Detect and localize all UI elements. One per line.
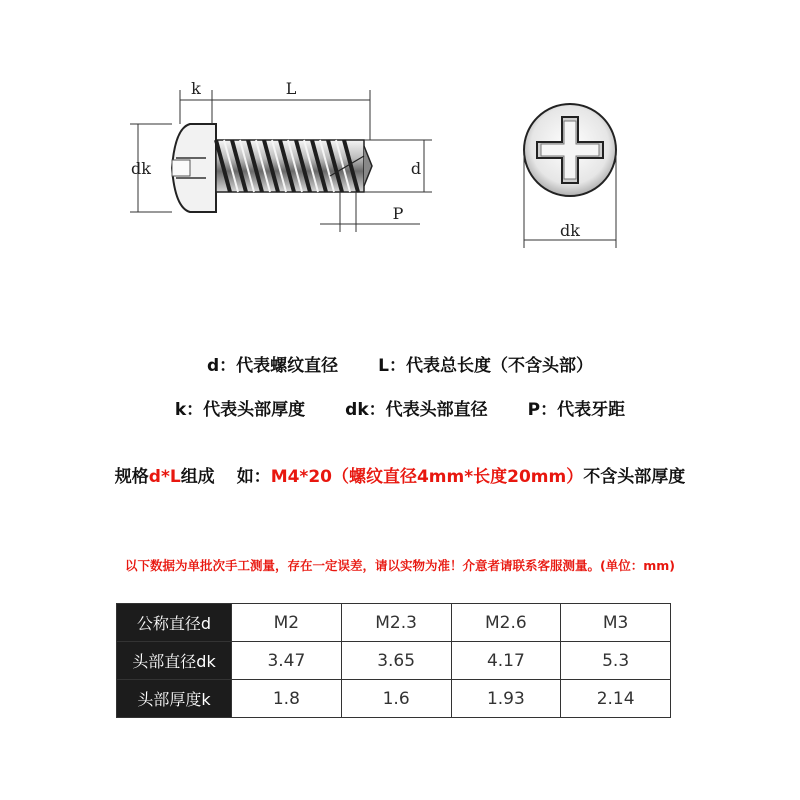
table-row	[117, 642, 671, 680]
legend-row-2	[0, 395, 800, 420]
table-cell: 3.65	[341, 642, 451, 680]
table-cell: 1.93	[451, 680, 561, 718]
row-header: 头部直径dk	[117, 642, 232, 680]
table-cell: 1.8	[232, 680, 342, 718]
label-L: L	[285, 79, 297, 98]
screw-dimension-diagram	[0, 0, 800, 260]
legend-k: k：代表头部厚度	[174, 400, 306, 420]
table-cell: M3	[561, 604, 671, 642]
table-row	[117, 680, 671, 718]
table-cell: 1.6	[341, 680, 451, 718]
spec-part-6: 不含头部厚度	[583, 467, 686, 487]
label-dk-top: dk	[560, 221, 580, 240]
row-header: 公称直径d	[117, 604, 232, 642]
table-cell: 4.17	[451, 642, 561, 680]
spec-part-3: 组成	[180, 467, 215, 487]
spec-part-2: d*L	[148, 467, 181, 487]
screw-head-side	[172, 124, 216, 212]
table-row	[117, 604, 671, 642]
table-cell: M2	[232, 604, 342, 642]
label-dk-side: dk	[131, 159, 151, 178]
screw-thread-side	[216, 140, 372, 192]
legend-d: d：代表螺纹直径	[206, 356, 339, 376]
table-cell: M2.6	[451, 604, 561, 642]
label-d: d	[410, 159, 422, 178]
measurement-notice: 以下数据为单批次手工测量，存在一定误差，请以实物为准！介意者请联系客服测量。(单位：mm)	[125, 558, 675, 573]
table-cell: 5.3	[561, 642, 671, 680]
label-k: k	[191, 79, 201, 98]
legend-row-1	[0, 351, 800, 376]
spec-part-4: 如：	[236, 467, 271, 487]
legend-L: L：代表总长度（不含头部）	[378, 356, 593, 376]
table-cell: M2.3	[341, 604, 451, 642]
legend-P: P：代表牙距	[527, 400, 626, 420]
screw-head-top	[524, 104, 616, 196]
spec-part-1: 规格	[114, 467, 149, 487]
spec-part-5: M4*20（螺纹直径4mm*长度20mm）	[270, 467, 584, 487]
table-cell: 2.14	[561, 680, 671, 718]
row-header: 头部厚度k	[117, 680, 232, 718]
spec-table	[116, 603, 671, 718]
spec-example	[0, 462, 800, 487]
legend-dk: dk：代表头部直径	[345, 400, 488, 420]
table-cell: 3.47	[232, 642, 342, 680]
label-P: P	[392, 204, 404, 223]
